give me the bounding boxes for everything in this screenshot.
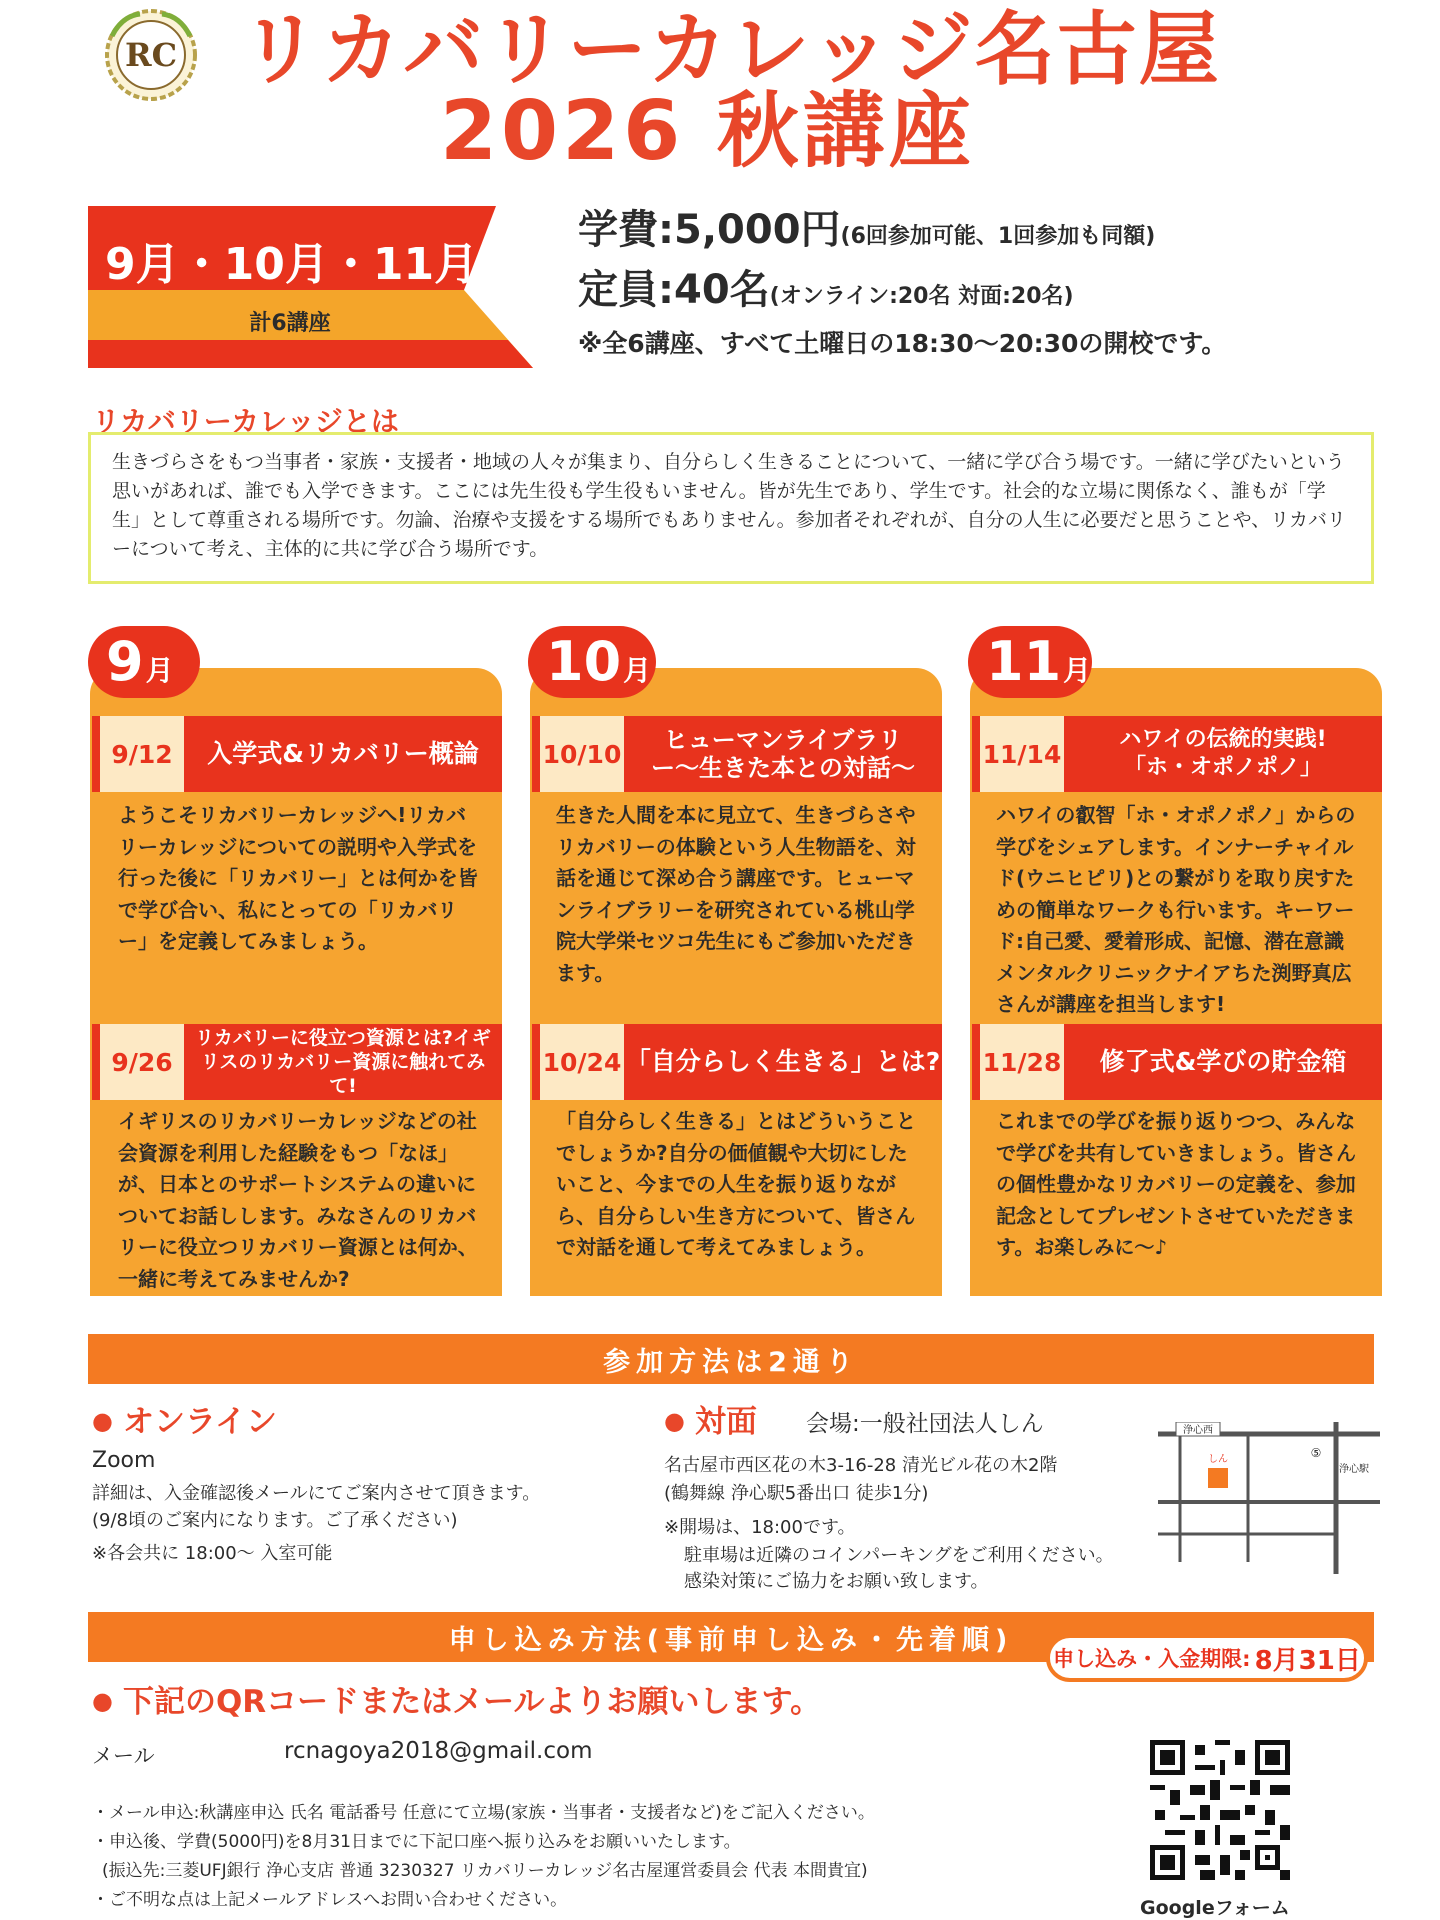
months-text: 9月・10月・11月 (105, 239, 479, 290)
event-header (532, 716, 942, 792)
offline-note-2: 駐車場は近隣のコインパーキングをご利用ください。 (684, 1545, 1114, 1566)
offline-heading: ● 対面 (664, 1396, 757, 1441)
event-title: リカバリーに役立つ資源とは?イギリスのリカバリー資源に触れてみて! (184, 1024, 502, 1100)
map-exit-label: ⑤ (1310, 1446, 1322, 1460)
about-text: 生きづらさをもつ当事者・家族・支援者・地域の人々が集まり、自分らしく生きることについて、一緒に学び合う場です。一緒に学びたいという思いがあれば、誰でも入学できます。ここには先生役も学生役もいません。皆が先生であり、学生です。社会的な立場に関係なく、誰もが「学生」として尊重される場所です。勿論、治療や支援をする場所でもありません。参加者それぞれが、自分の人生に必要だと思うことや、リカバリーについて考え、主体的に共に学び合う場所です。 (112, 451, 1347, 560)
event-title: 入学式&リカバリー概論 (184, 716, 502, 792)
online-platform: Zoom (92, 1448, 156, 1473)
event-description: ようこそリカバリーカレッジへ!リカバリーカレッジについての説明や入学式を行った後に「リカバリー」とは何かを皆で学び合い、私にとっての「リカバリー」を定義してみましょう。 (118, 803, 478, 953)
month-badge-nov: 11 月 (968, 626, 1092, 698)
event-date: 10/24 (532, 1024, 624, 1100)
map-station-label-2: 浄心駅 (1339, 1464, 1369, 1475)
online-heading: ● オンライン (92, 1396, 277, 1441)
event-date: 9/26 (92, 1024, 184, 1100)
venue: 会場:一般社団法人しん (806, 1411, 1044, 1437)
event-title: 「自分らしく生きる」とは? (624, 1024, 942, 1100)
application-note-2: ・申込後、学費(5000円)を8月31日までに下記口座へ振り込みをお願いいたします。 (92, 1832, 741, 1852)
event-description: これまでの学びを振り返りつつ、みんなで学びを共有していきましょう。皆さんの個性豊かなリカバリーの定義を、参加記念としてプレゼントさせていただきます。お楽しみに〜♪ (996, 1109, 1356, 1259)
online-line-1: 詳細は、入金確認後メールにてご案内させて頂きます。 (92, 1483, 541, 1504)
event-header (92, 1024, 502, 1100)
mail-label: メール (92, 1744, 155, 1768)
online-line-2: (9/8頃のご案内になります。ご了承ください) (92, 1510, 458, 1531)
participation-bar: 参加方法は2通り (88, 1334, 1374, 1384)
venue-access: (鶴舞線 浄心駅5番出口 徒歩1分) (664, 1483, 929, 1504)
event-description: 「自分らしく生きる」とはどういうことでしょうか?自分の価値観や大切にしたいこと、今までの人生を振り返りながら、自分らしい生き方について、皆さんで対話を通して考えてみましょう。 (556, 1109, 916, 1259)
rc-logo (92, 6, 210, 104)
venue-address: 名古屋市西区花の木3-16-28 清光ビル花の木2階 (664, 1455, 1058, 1476)
venue-map (1158, 1422, 1380, 1574)
event-header (972, 716, 1382, 792)
title-line-2: 2026 秋講座 (440, 84, 975, 179)
event-date: 11/28 (972, 1024, 1064, 1100)
event-description: 生きた人間を本に見立て、生きづらさやリカバリーの体験という人生物語を、対話を通じて深め合う講座です。ヒューマンライブラリーを研究されている桃山学院大学栄セツコ先生にもご参加いただきます。 (556, 803, 916, 985)
event-title: ヒューマンライブラリー〜生きた本との対話〜 (624, 716, 942, 792)
event-date: 11/14 (972, 716, 1064, 792)
event-header (92, 716, 502, 792)
course-count: 計6講座 (249, 311, 331, 336)
deadline-badge: 申し込み・入金期限: 8月31日 (1046, 1634, 1368, 1682)
month-badge-oct: 10 月 (528, 626, 656, 698)
application-bar: 申し込み方法(事前申し込み・先着順) (88, 1612, 1374, 1662)
qr-code[interactable] (1150, 1740, 1290, 1880)
application-note-4: ・ご不明な点は上記メールアドレスへお問い合わせください。 (92, 1890, 568, 1910)
offline-note-3: 感染対策にご協力をお願い致します。 (684, 1571, 989, 1592)
event-description: ハワイの叡智「ホ・オポノポノ」からの学びをシェアします。インナーチャイルド(ウニヒピリ)との繋がりを取り戻すための簡単なワークも行います。キーワード:自己愛、愛着形成、記憶、潜在意識 メンタルクリニックナイアちた渕野真広さんが講座を担当します! (996, 803, 1356, 1016)
month-badge-sep: 9 月 (88, 626, 200, 698)
map-station-label: 浄心西 (1183, 1425, 1213, 1436)
mail-address[interactable]: rcnagoya2018@gmail.com (284, 1738, 593, 1764)
map-venue-marker (1208, 1468, 1228, 1488)
about-heading: リカバリーカレッジとは (92, 405, 399, 438)
event-header (532, 1024, 942, 1100)
time-note: ※全6講座、すべて土曜日の18:30〜20:30の開校です。 (578, 329, 1227, 358)
title-line-1: リカバリーカレッジ名古屋 (240, 3, 1221, 96)
offline-note-1: ※開場は、18:00です。 (664, 1517, 856, 1538)
event-date: 9/12 (92, 716, 184, 792)
google-form-label: Googleフォーム (1140, 1897, 1290, 1919)
event-date: 10/10 (532, 716, 624, 792)
event-description: イギリスのリカバリーカレッジなどの社会資源を利用した経験をもつ「なほ」が、日本とのサポートシステムの違いについてお話しします。みなさんのリカバリーに役立つリカバリー資源とは何か、一緒に考えてみませんか? (118, 1109, 478, 1291)
online-line-3: ※各会共に 18:00〜 入室可能 (92, 1543, 333, 1564)
event-header (972, 1024, 1382, 1100)
logo-text: RC (124, 36, 178, 74)
map-venue-label: しん (1208, 1454, 1228, 1465)
application-instruction: ● 下記のQRコードまたはメールよりお願いします。 (92, 1676, 821, 1721)
tuition: 学費:5,000円(6回参加可能、1回参加も同額) (578, 207, 1156, 253)
event-title: 修了式&学びの貯金箱 (1064, 1024, 1382, 1100)
application-note-1: ・メール申込:秋講座申込 氏名 電話番号 任意にて立場(家族・当事者・支援者など)をご記入ください。 (92, 1803, 875, 1823)
application-note-3: (振込先:三菱UFJ銀行 浄心支店 普通 3230327 リカバリーカレッジ名古屋運営委員会 代表 本間貴宜) (102, 1861, 868, 1881)
event-title: ハワイの伝統的実践!「ホ・オポノポノ」 (1064, 716, 1382, 792)
capacity: 定員:40名(オンライン:20名 対面:20名) (578, 267, 1074, 313)
